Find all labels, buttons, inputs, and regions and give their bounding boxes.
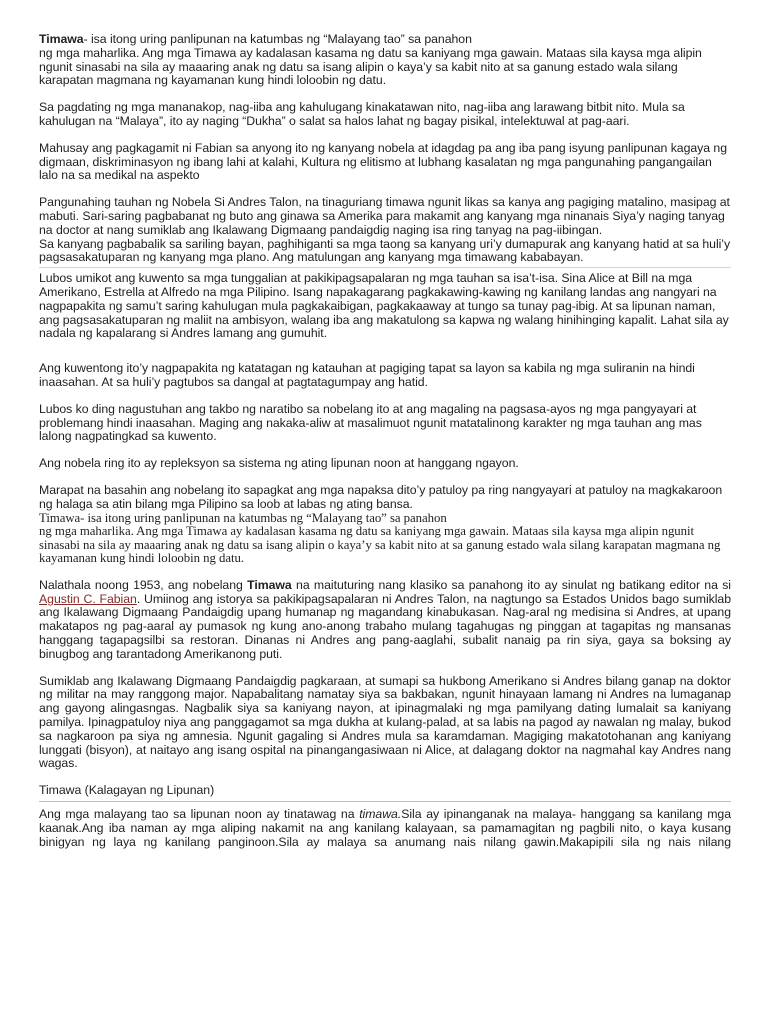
repeat-line-1: Timawa- isa itong uring panlipunan na katumbas ng “Malayang tao” sa panahon bbox=[39, 510, 447, 525]
paragraph-naratibo: Lubos ko ding nagustuhan ang takbo ng naratibo sa nobelang ito at ang magaling na pagsasa-ayos ng mga pangyayari at problemang hindi inaasahan. Maging ang nakaka-aliw at masalimuot ngunit matatalinong karakter ng mga tauhan ang mas lalong nagpatingkad sa kuwento. bbox=[39, 401, 702, 444]
term-timawa: Timawa bbox=[39, 32, 84, 46]
repeat-line-2: ng mga maharlika. Ang mga Timawa ay kadalasan kasama ng datu sa kaniyang mga gawain. Mataas sila kaysa mga alipin ngunit sinasabi na sila ay maaaring anak ng datu sa isang alipin o kaya’y sa kabit nito at sa ganung estado wala silang karapatan magmana ng kayamanan kung hindi loloobin ng datu. bbox=[39, 524, 721, 566]
document-page bbox=[39, 33, 731, 849]
paragraph-malayang-tao: Ang mga malayang tao sa lipunan noon ay tinatawag na timawa.Sila ay ipinanganak na malaya- hanggang sa kanilang mga kaanak.Ang iba naman ay mga aliping nakamit na ang kanilang kalayaan, sa pamamagitan ng pagbili nito, o kaya kusang binigyan ng laya ng kanilang panginoon.Sila ay malaya sa anumang nais nilang gawin.Makapipili sila ng nais nilang bbox=[39, 807, 731, 849]
paragraph-tunggalian: Lubos umikot ang kuwento sa mga tunggalian at pakikipagsapalaran ng mga tauhan sa isa’t-isa. Sina Alice at Bill na mga Amerikano, Estrella at Alfredo na mga Pilipino. Isang napakagarang pagkakawing-kawing ng kanilang landas ang nangyari na nagpapakita ng samu’t saring kahulugan mula pagkakaibigan, pagkakaaway at tungo sa tunay pag-ibig. At sa lipunan naman, ang pagsasakatuparan ng maliit na ambisyon, walang iba ang makatulong sa kapwa ng walang hinihinging kapalit. Lahat sila ay nadala ng kapalarang si Andres lamang ang gumuhit. bbox=[39, 271, 729, 341]
definition-line-2: ng mga maharlika. Ang mga Timawa ay kadalasan kasama ng datu sa kaniyang mga gawain. Mataas sila kaysa mga alipin ngunit sinasabi na sila ay maaaring anak ng datu sa isang alipin o kaya’y sa kabit nito at sa ganung estado wala silang karapatan magmana ng kayamanan kung hindi loloobin ng datu. bbox=[39, 45, 702, 88]
paragraph-andres-talon: Pangunahing tauhan ng Nobela Si Andres Talon, na tinaguriang timawa ngunit likas sa kanya ang pagiging matalino, masipag at mabuti. Sari-saring pagbabanat ng buto ang ginawa sa Amerika para makamit ang kanyang mga ninanais Siya’y naging tanyag na doctor at nang sumiklab ang Ikalawang Digmaang pandaigdig naging isa ring tanyag na pag-iibingan. bbox=[39, 195, 730, 237]
paragraph-marapat: Marapat na basahin ang nobelang ito sapagkat ang mga napaksa dito’y patuloy pa ring nangyayari at patuloy na magkakaroon ng halaga sa atin bilang mga Pilipino sa loob at labas ng ating bansa. bbox=[39, 482, 723, 511]
paragraph-fabian-style: Mahusay ang pagkagamit ni Fabian sa anyong ito ng kanyang nobela at idagdag pa ang iba pang isyung panlipunan kagaya ng digmaan, diskriminasyon ng ibang lahi at kalahi, Kultura ng elitismo at lubhang kasalatan ng mga pangunahing pangangailan lalo na sa medikal na aspekto bbox=[39, 140, 727, 183]
paragraph-timawa-definition-repeat bbox=[39, 512, 731, 566]
paragraph-nalathala: Nalathala noong 1953, ang nobelang Timawa na maituturing nang klasiko sa panahong ito ay sinulat ng batikang editor na si Agustin C. Fabian. Umiinog ang istorya sa pakikipagsapalaran ni Andres Talon, na nagtungo sa Estados Unidos bago sumiklab ang Ikalawang Digmaang Pandaigdig upang humanap ng magandang kinabukasan. Nag-aral ng medisina si Andres, at upang makatapos ng pag-aaral ay pumasok ng kung ano-anong trabaho mulang tagahugas ng pinggan at tagapitas ng mansanas hanggang tagapagsilbi sa restoran. Dinanas ni Andres ang pang-aaglahi, subalit nanaig pa rin siya, gaya sa boksing ay binugbog ang tarantadong Amerikanong puti. bbox=[39, 577, 731, 661]
paragraph-timawa-definition bbox=[39, 33, 731, 88]
paragraph-pagbabalik: Sa kanyang pagbabalik sa sariling bayan, paghihiganti sa mga taong sa kanyang uri’y dumapurak ang kanyang hatid at sa huli’y pagsasakatuparan ng kanyang mga plano. Ang matulungan ang kanyang mga timawang kababayan. bbox=[39, 236, 731, 265]
section-heading: Timawa (Kalagayan ng Lipunan) bbox=[39, 783, 215, 798]
novel-title: Timawa bbox=[247, 577, 292, 592]
paragraph-sumiklab: Sumiklab ang Ikalawang Digmaang Pandaigdig pagkaraan, at sumapi sa hukbong Amerikano si Andres bilang ganap na doktor ng militar na may ranggong major. Napabalitang namatay siya sa bakbakan, ngunit hinayaan lamang ni Andres na lumaganap ang gayong alingasngas. Nagbalik siya sa kaniyang nayon, at ipinagmalaki ng mga pamilyang dating lumalait sa kaniyang pamilya. Ipinagpatuloy niya ang panggagamot sa mga dukha at kulang-palad, at sa labis na pagod ay nawalan ng malay, bukod sa nagkaroon pa siya ng amnesia. Ngunit gagaling si Andres mula sa karamdaman. Magiging makatotohanan ang kaniyang lunggati (bisyon), at naitayo ang isang ospital na pinangangasiwaan ni Alice, at dalagang doktor na nagmahal kay Andres nang wagas. bbox=[39, 673, 731, 771]
definition-line-1: - isa itong uring panlipunan na katumbas ng “Malayang tao” sa panahon bbox=[83, 32, 472, 46]
term-timawa-italic: timawa. bbox=[359, 807, 402, 822]
paragraph-repleksyon: Ang nobela ring ito ay repleksyon sa sistema ng ating lipunan noon at hanggang ngayon. bbox=[39, 456, 519, 471]
paragraph-katatagan: Ang kuwentong ito’y nagpapakita ng katatagan ng katauhan at pagiging tapat sa layon sa kabila ng mga suliranin na hindi inaasahan. At sa huli’y pagtubos sa dangal at pagtatagumpay ang hatid. bbox=[39, 361, 695, 389]
author-link[interactable]: Agustin C. Fabian bbox=[39, 591, 137, 606]
section-divider bbox=[39, 267, 731, 268]
paragraph-mananakop: Sa pagdating ng mga mananakop, nag-iiba ang kahulugang kinakatawan nito, nag-iiba ang larawang bitbit nito. Mula sa kahulugan na “Malaya”, ito ay naging “Dukha” o salat sa halos lahat ng bagay pisikal, intelektuwal at pag-aari. bbox=[39, 100, 685, 128]
heading-underline bbox=[39, 801, 731, 802]
